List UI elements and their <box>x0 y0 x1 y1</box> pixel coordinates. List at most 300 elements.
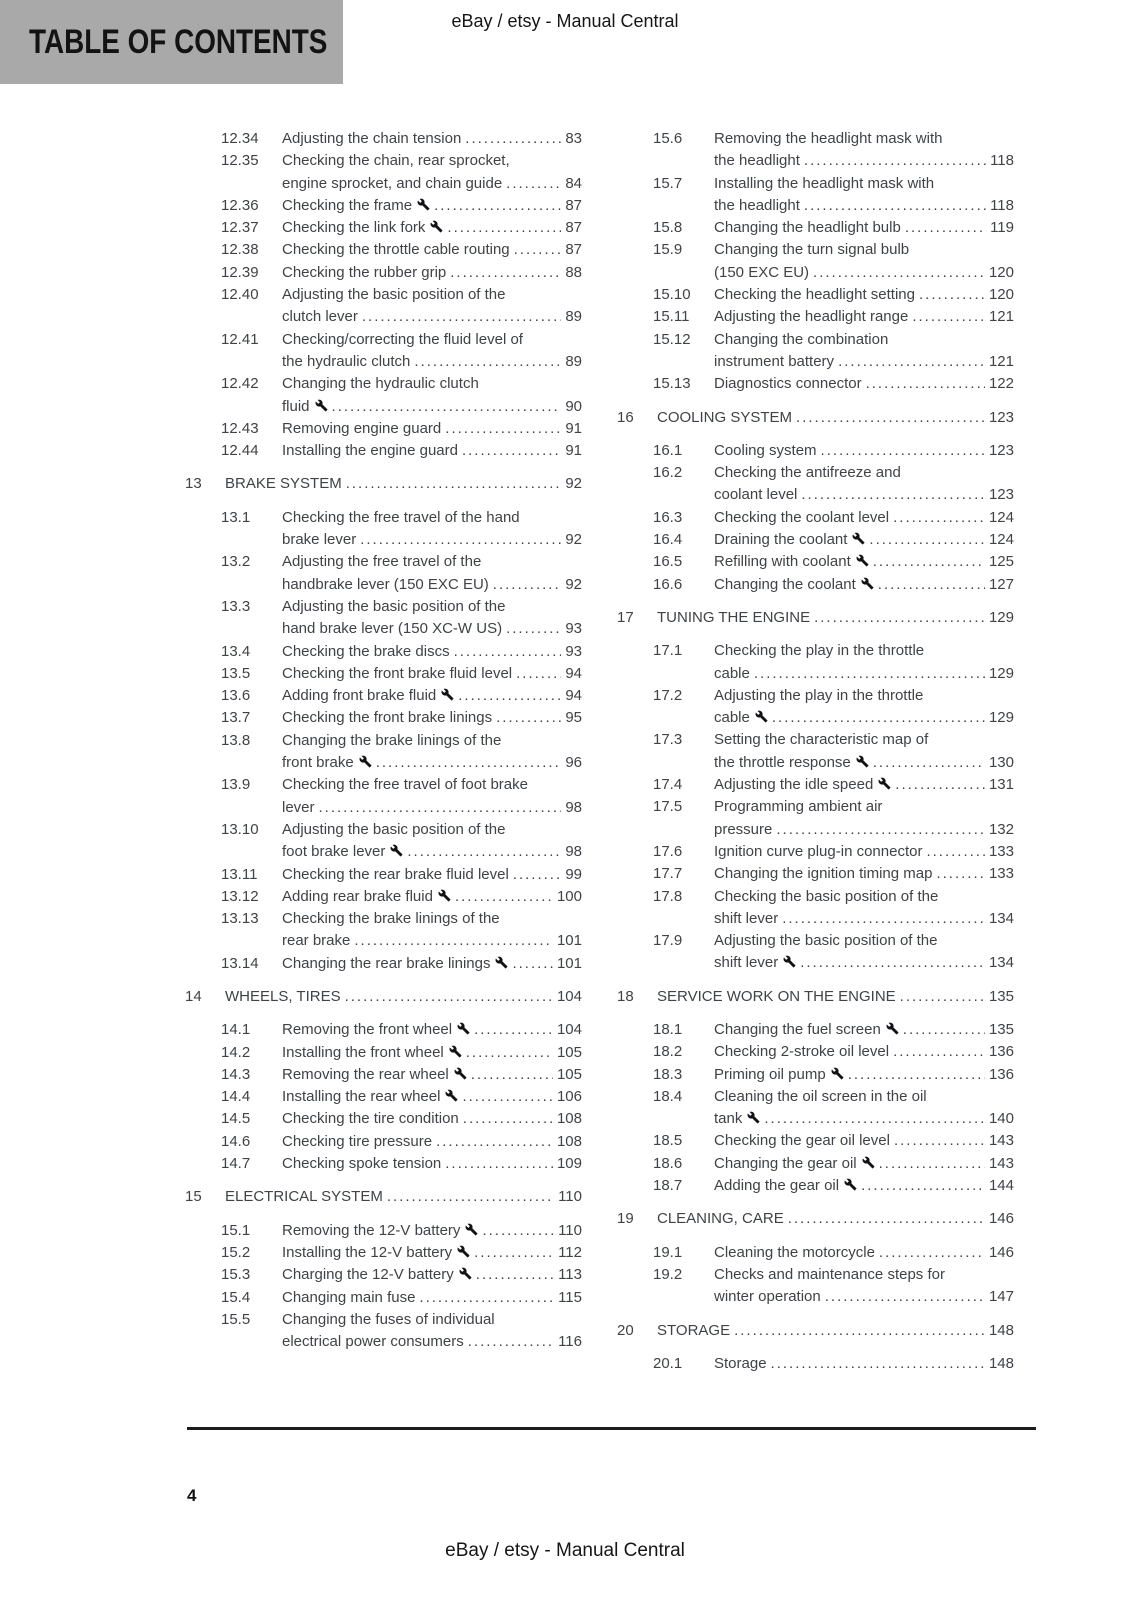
entry-page-number: 109 <box>556 1155 582 1173</box>
entry-title: the throttle response <box>714 753 851 771</box>
dot-leader <box>825 1286 985 1308</box>
toc-entry-row <box>185 864 582 886</box>
dot-leader <box>873 551 985 573</box>
dot-leader <box>848 1064 985 1086</box>
dot-leader <box>414 351 561 373</box>
toc-entry-row <box>617 529 1014 551</box>
toc-entry-row <box>185 329 582 374</box>
toc-section-row <box>185 986 582 1008</box>
entry-title: cable <box>714 709 750 727</box>
dot-leader <box>454 641 562 663</box>
entry-number: 13.6 <box>221 687 251 705</box>
entry-page-number: 95 <box>565 709 582 727</box>
entry-number: 14.7 <box>221 1155 251 1173</box>
entry-title: Checking the brake linings of the <box>282 910 500 928</box>
toc-entry-row <box>617 284 1014 306</box>
wrench-icon <box>430 218 443 240</box>
entry-page-number: 94 <box>565 687 582 705</box>
entry-number: 18.4 <box>653 1087 683 1105</box>
toc-entry-row <box>617 729 1014 774</box>
entry-title: Checking the throttle cable routing <box>282 241 510 259</box>
toc-entry-row <box>185 1153 582 1175</box>
entry-page-number: 89 <box>565 352 582 370</box>
entry-title: Changing main fuse <box>282 1288 416 1306</box>
entry-title: instrument battery <box>714 352 835 370</box>
entry-number: 15.6 <box>653 130 683 147</box>
toc-entry-row <box>185 1108 582 1130</box>
entry-title: Changing the fuel screen <box>714 1020 881 1038</box>
dot-leader <box>512 953 553 975</box>
entry-page-number: 148 <box>988 1321 1014 1339</box>
entry-page-number: 91 <box>565 442 582 460</box>
wrench-icon <box>886 1020 899 1042</box>
entry-page-number: 104 <box>556 987 582 1005</box>
entry-number: 13.11 <box>221 865 258 883</box>
entry-number: 12.37 <box>221 219 259 237</box>
toc-entry-row <box>617 306 1014 328</box>
entry-page-number: 136 <box>988 1043 1014 1061</box>
toc-entry-row <box>617 173 1014 218</box>
section-title: BRAKE SYSTEM <box>225 475 342 493</box>
toc-entry-row <box>617 507 1014 529</box>
entry-title: Changing the hydraulic clutch <box>282 375 479 393</box>
dot-leader <box>506 618 561 640</box>
dot-leader <box>450 262 561 284</box>
section-number: 14 <box>185 987 202 1005</box>
toc-entry-row <box>617 1086 1014 1131</box>
entry-number: 18.2 <box>653 1043 683 1061</box>
entry-number: 17.7 <box>653 865 683 883</box>
entry-title: handbrake lever (150 EXC EU) <box>282 575 489 593</box>
dot-leader <box>319 797 562 819</box>
entry-page-number: 123 <box>988 486 1014 504</box>
entry-page-number: 87 <box>565 219 582 237</box>
header-site-title: eBay / etsy - Manual Central <box>451 11 679 31</box>
entry-number: 13.5 <box>221 664 251 682</box>
toc-entry-row <box>185 1042 582 1064</box>
entry-page-number: 123 <box>988 441 1014 459</box>
entry-title: Adding front brake fluid <box>282 687 437 705</box>
toc-entry-row <box>185 641 582 663</box>
entry-title: Adjusting the basic position of the <box>282 286 506 304</box>
dot-leader <box>926 841 985 863</box>
dot-leader <box>506 173 561 195</box>
entry-title: brake lever <box>282 531 357 549</box>
page-title: TABLE OF CONTENTS <box>29 22 328 61</box>
entry-number: 17.5 <box>653 798 683 816</box>
entry-number: 15.5 <box>221 1310 251 1328</box>
toc-entry-row <box>185 150 582 195</box>
entry-title: coolant level <box>714 486 798 504</box>
entry-title: Checking spoke tension <box>282 1155 442 1173</box>
entry-title: foot brake lever <box>282 843 386 861</box>
entry-number: 17.9 <box>653 932 683 950</box>
entry-title: rear brake <box>282 932 351 950</box>
dot-leader <box>513 864 562 886</box>
entry-number: 12.35 <box>221 152 259 170</box>
entry-page-number: 92 <box>565 575 582 593</box>
toc-entry-row <box>617 774 1014 796</box>
dot-leader <box>332 396 562 418</box>
dot-leader <box>895 774 985 796</box>
entry-page-number: 83 <box>565 130 582 147</box>
dot-leader <box>387 1186 554 1208</box>
entry-number: 13.2 <box>221 553 251 571</box>
wrench-icon <box>315 397 328 419</box>
toc-section-row <box>617 1208 1014 1230</box>
entry-title: Installing the rear wheel <box>282 1088 441 1106</box>
entry-title: Checking tire pressure <box>282 1132 433 1150</box>
dot-leader <box>801 484 985 506</box>
entry-page-number: 121 <box>988 352 1014 370</box>
entry-number: 13.13 <box>221 910 259 928</box>
dot-leader <box>873 752 985 774</box>
dot-leader <box>419 1287 554 1309</box>
dot-leader <box>376 752 562 774</box>
wrench-icon <box>861 575 874 597</box>
toc-column-left <box>185 128 582 1375</box>
entry-title: the headlight <box>714 152 800 170</box>
toc-entry-row <box>617 1153 1014 1175</box>
entry-number: 17.2 <box>653 686 683 704</box>
toc-entry-row <box>617 1242 1014 1264</box>
entry-number: 12.39 <box>221 263 259 281</box>
entry-number: 13.9 <box>221 776 251 794</box>
wrench-icon <box>449 1043 462 1065</box>
dot-leader <box>879 1242 985 1264</box>
entry-page-number: 127 <box>988 575 1014 593</box>
entry-title: (150 EXC EU) <box>714 263 810 281</box>
entry-number: 14.2 <box>221 1043 251 1061</box>
entry-number: 16.2 <box>653 464 683 482</box>
entry-page-number: 134 <box>988 954 1014 972</box>
dot-leader <box>861 1175 985 1197</box>
entry-title: electrical power consumers <box>282 1333 464 1351</box>
toc-entry-row <box>185 1309 582 1354</box>
entry-title: Removing engine guard <box>282 419 442 437</box>
entry-title: Ignition curve plug-in connector <box>714 842 923 860</box>
toc-entry-row <box>185 596 582 641</box>
toc-entry-row <box>185 1220 582 1242</box>
toc-entry-row <box>185 1019 582 1041</box>
dot-leader <box>407 841 561 863</box>
entry-page-number: 87 <box>565 241 582 259</box>
entry-page-number: 92 <box>565 531 582 549</box>
wrench-icon <box>856 753 869 775</box>
entry-title: Checking the free travel of foot brake <box>282 776 528 794</box>
entry-page-number: 87 <box>565 196 582 214</box>
entry-title: Checking the front brake linings <box>282 709 493 727</box>
entry-page-number: 146 <box>988 1210 1014 1228</box>
wrench-icon <box>495 954 508 976</box>
wrench-icon <box>783 953 796 975</box>
wrench-icon <box>441 686 454 708</box>
entry-page-number: 93 <box>565 620 582 638</box>
entry-number: 16.3 <box>653 508 683 526</box>
entry-page-number: 88 <box>565 263 582 281</box>
toc-entry-row <box>185 819 582 864</box>
dot-leader <box>804 150 986 172</box>
toc-entry-row <box>617 1175 1014 1197</box>
dot-leader <box>445 1153 553 1175</box>
entry-number: 14.4 <box>221 1088 251 1106</box>
dot-leader <box>905 217 986 239</box>
wrench-icon <box>755 708 768 730</box>
entry-title: winter operation <box>714 1288 821 1306</box>
toc-entry-row <box>185 1131 582 1153</box>
entry-title: Changing the headlight bulb <box>714 219 901 237</box>
dot-leader <box>516 663 561 685</box>
entry-number: 18.3 <box>653 1065 683 1083</box>
toc-entry-row <box>185 774 582 819</box>
entry-number: 15.12 <box>653 330 691 348</box>
entry-title: Adjusting the idle speed <box>714 776 874 794</box>
entry-page-number: 113 <box>558 1266 582 1284</box>
dot-leader <box>462 440 561 462</box>
entry-page-number: 119 <box>990 219 1014 237</box>
entry-page-number: 93 <box>565 642 582 660</box>
entry-number: 15.11 <box>653 308 690 326</box>
entry-number: 19.1 <box>653 1243 683 1261</box>
toc-section-row <box>617 407 1014 429</box>
entry-title: Installing the 12-V battery <box>282 1243 453 1261</box>
footer-rule <box>187 1427 1036 1430</box>
entry-page-number: 124 <box>988 531 1014 549</box>
entry-number: 18.5 <box>653 1132 683 1150</box>
entry-title: Changing the fuses of individual <box>282 1310 495 1328</box>
toc-entry-row <box>617 640 1014 685</box>
entry-number: 17.3 <box>653 731 683 749</box>
wrench-icon <box>445 1087 458 1109</box>
dot-leader <box>866 373 985 395</box>
entry-title: Removing the 12-V battery <box>282 1221 461 1239</box>
entry-title: Installing the engine guard <box>282 442 458 460</box>
section-number: 16 <box>617 408 634 426</box>
dot-leader <box>458 685 561 707</box>
dot-leader <box>434 195 561 217</box>
dot-leader <box>447 217 561 239</box>
toc-entry-row <box>617 886 1014 931</box>
entry-number: 16.5 <box>653 553 683 571</box>
section-number: 20 <box>617 1321 634 1339</box>
entry-page-number: 84 <box>565 174 582 192</box>
entry-number: 16.1 <box>653 441 683 459</box>
dot-leader <box>476 1264 554 1286</box>
dot-leader <box>345 986 553 1008</box>
entry-page-number: 92 <box>565 475 582 493</box>
dot-leader <box>436 1131 553 1153</box>
dot-leader <box>800 952 985 974</box>
toc-column-right <box>617 128 1014 1375</box>
toc-entry-row <box>185 507 582 552</box>
entry-page-number: 136 <box>988 1065 1014 1083</box>
section-title: COOLING SYSTEM <box>657 408 793 426</box>
entry-title: the headlight <box>714 196 800 214</box>
dot-leader <box>462 1086 553 1108</box>
entry-title: Checking the frame <box>282 196 413 214</box>
toc-entry-row <box>617 841 1014 863</box>
entry-page-number: 120 <box>988 286 1014 304</box>
entry-title: Checking the coolant level <box>714 508 890 526</box>
entry-page-number: 131 <box>988 776 1014 794</box>
entry-number: 15.7 <box>653 174 683 192</box>
dot-leader <box>346 473 562 495</box>
entry-number: 20.1 <box>653 1354 683 1372</box>
toc-entry-row <box>185 440 582 462</box>
wrench-icon <box>831 1065 844 1087</box>
dot-leader <box>771 1353 985 1375</box>
wrench-icon <box>878 775 891 797</box>
entry-number: 17.8 <box>653 887 683 905</box>
entry-page-number: 98 <box>565 798 582 816</box>
dot-leader <box>838 351 985 373</box>
entry-number: 16.6 <box>653 575 683 593</box>
entry-title: Checking the gear oil level <box>714 1132 890 1150</box>
dot-leader <box>900 986 985 1008</box>
toc-entry-row <box>185 1264 582 1286</box>
entry-page-number: 99 <box>565 865 582 883</box>
toc-entry-row <box>185 239 582 261</box>
dot-leader <box>482 1220 554 1242</box>
entry-number: 18.7 <box>653 1177 683 1195</box>
entry-title: Adjusting the free travel of the <box>282 553 482 571</box>
dot-leader <box>919 284 985 306</box>
dot-leader <box>782 908 985 930</box>
wrench-icon <box>465 1221 478 1243</box>
entry-title: Checking the brake discs <box>282 642 450 660</box>
entry-number: 14.1 <box>221 1021 251 1039</box>
dot-leader <box>445 418 561 440</box>
entry-title: Changing the ignition timing map <box>714 865 933 883</box>
entry-page-number: 118 <box>990 152 1014 170</box>
entry-number: 13.1 <box>221 508 251 526</box>
entry-page-number: 132 <box>988 820 1014 838</box>
entry-page-number: 105 <box>556 1043 582 1061</box>
entry-title: Checking the link fork <box>282 219 426 237</box>
toc-entry-row <box>617 217 1014 239</box>
toc-entry-row <box>185 1064 582 1086</box>
toc-entry-row <box>617 1064 1014 1086</box>
entry-title: Removing the front wheel <box>282 1021 453 1039</box>
toc-entry-row <box>185 953 582 975</box>
entry-title: Cleaning the motorcycle <box>714 1243 875 1261</box>
dot-leader <box>471 1064 553 1086</box>
wrench-icon <box>438 887 451 909</box>
entry-page-number: 116 <box>558 1333 582 1351</box>
toc-entry-row <box>617 373 1014 395</box>
entry-title: Checking/correcting the fluid level of <box>282 330 523 348</box>
toc-entry-row <box>617 329 1014 374</box>
entry-page-number: 94 <box>565 664 582 682</box>
entry-title: lever <box>282 798 315 816</box>
entry-number: 18.1 <box>653 1020 683 1038</box>
toc-entry-row <box>617 1264 1014 1309</box>
entry-title: Adding rear brake fluid <box>282 887 433 905</box>
entry-number: 14.3 <box>221 1065 251 1083</box>
entry-title: Checking the play in the throttle <box>714 642 925 660</box>
entry-page-number: 147 <box>988 1288 1014 1306</box>
toc-entry-row <box>617 1130 1014 1152</box>
toc-entry-row <box>185 551 582 596</box>
entry-page-number: 134 <box>988 909 1014 927</box>
wrench-icon <box>454 1065 467 1087</box>
entry-title: Adjusting the basic position of the <box>282 597 506 615</box>
dot-leader <box>754 663 985 685</box>
entry-title: Checking the chain, rear sprocket, <box>282 152 510 170</box>
entry-title: Adjusting the play in the throttle <box>714 686 924 704</box>
toc-entry-row <box>185 284 582 329</box>
entry-page-number: 89 <box>565 308 582 326</box>
section-number: 17 <box>617 608 634 626</box>
entry-page-number: 133 <box>988 842 1014 860</box>
section-number: 19 <box>617 1210 634 1228</box>
entry-number: 14.5 <box>221 1110 251 1128</box>
dot-leader <box>463 1108 553 1130</box>
dot-leader <box>788 1208 985 1230</box>
entry-number: 13.4 <box>221 642 251 660</box>
wrench-icon <box>359 753 372 775</box>
wrench-icon <box>856 552 869 574</box>
dot-leader <box>814 607 985 629</box>
entry-title: clutch lever <box>282 308 358 326</box>
toc-entry-row <box>185 1242 582 1264</box>
dot-leader <box>878 574 985 596</box>
entry-title: Changing the brake linings of the <box>282 731 502 749</box>
entry-title: Checking the headlight setting <box>714 286 915 304</box>
entry-number: 14.6 <box>221 1132 251 1150</box>
dot-leader <box>362 306 561 328</box>
toc-entry-row <box>185 908 582 953</box>
toc-entry-row <box>617 574 1014 596</box>
entry-page-number: 110 <box>558 1221 582 1239</box>
entry-title: Checking the rubber grip <box>282 263 447 281</box>
dot-leader <box>466 1042 553 1064</box>
entry-title: Refilling with coolant <box>714 553 851 571</box>
dot-leader <box>813 262 985 284</box>
dot-leader <box>912 306 985 328</box>
entry-title: Adjusting the chain tension <box>282 130 462 147</box>
entry-number: 12.44 <box>221 442 259 460</box>
section-title: CLEANING, CARE <box>657 1210 784 1228</box>
entry-number: 12.40 <box>221 286 259 304</box>
entry-title: Changing the combination <box>714 330 889 348</box>
dot-leader <box>734 1320 985 1342</box>
entry-title: Charging the 12-V battery <box>282 1266 454 1284</box>
entry-title: Checks and maintenance steps for <box>714 1265 945 1283</box>
dot-leader <box>514 239 562 261</box>
entry-number: 13.10 <box>221 820 259 838</box>
entry-number: 13.7 <box>221 709 251 727</box>
wrench-icon <box>862 1154 875 1176</box>
entry-page-number: 135 <box>988 987 1014 1005</box>
entry-number: 17.6 <box>653 842 683 860</box>
toc-entry-row <box>185 217 582 239</box>
entry-title: Adjusting the headlight range <box>714 308 909 326</box>
entry-page-number: 98 <box>565 843 582 861</box>
entry-number: 12.43 <box>221 419 259 437</box>
entry-number: 12.34 <box>221 130 259 147</box>
entry-title: Checking the rear brake fluid level <box>282 865 509 883</box>
toc-entry-row <box>617 440 1014 462</box>
dot-leader <box>893 1041 985 1063</box>
dot-leader <box>869 529 985 551</box>
entry-number: 15.9 <box>653 241 683 259</box>
entry-title: Checking the tire condition <box>282 1110 459 1128</box>
entry-title: pressure <box>714 820 773 838</box>
entry-page-number: 143 <box>988 1132 1014 1150</box>
entry-number: 19.2 <box>653 1265 683 1283</box>
entry-page-number: 148 <box>988 1354 1014 1372</box>
